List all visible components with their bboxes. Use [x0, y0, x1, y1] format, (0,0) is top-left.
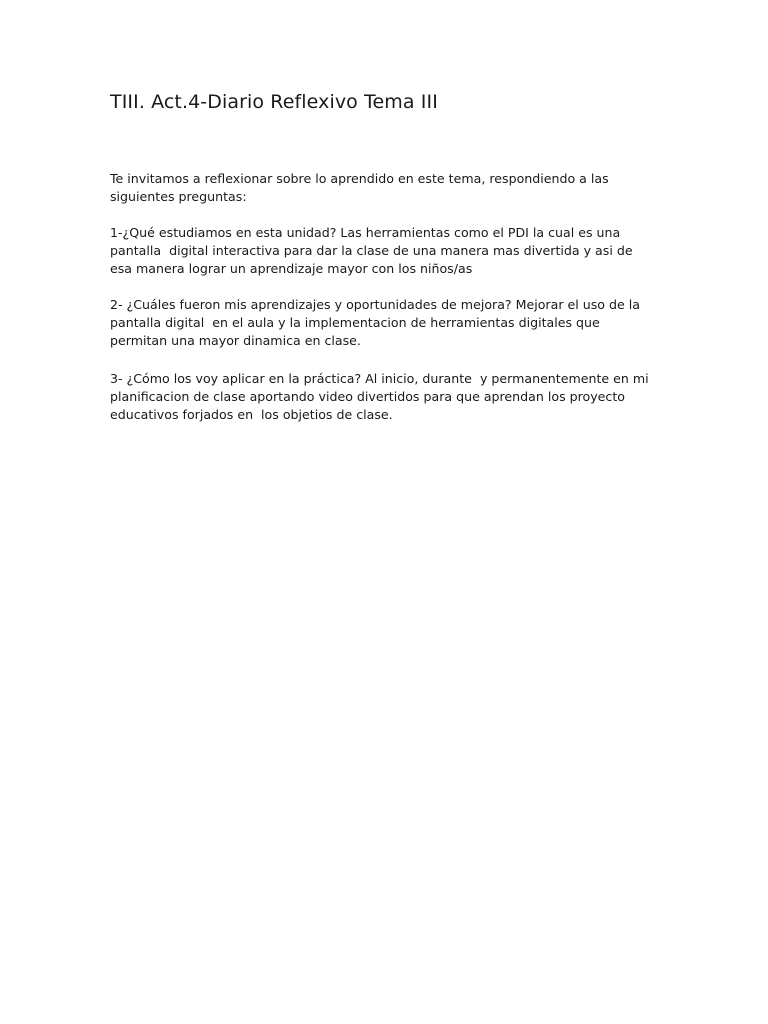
intro-paragraph: Te invitamos a reflexionar sobre lo aprendido en este tema, respondiendo a las siguientes preguntas:	[110, 171, 613, 204]
question-2-paragraph: 2- ¿Cuáles fueron mis aprendizajes y oportunidades de mejora? Mejorar el uso de la pantalla digital en el aula y la implementacion de herramientas digitales que permitan una mayor dinamica en clase.	[110, 297, 644, 348]
question-1-paragraph: 1-¿Qué estudiamos en esta unidad? Las herramientas como el PDI la cual es una pantalla digital interactiva para dar la clase de una manera mas divertida y asi de esa manera lograr un aprendizaje mayor con los niños/as	[110, 225, 637, 276]
document-title: TIII. Act.4-Diario Reflexivo Tema III	[110, 91, 438, 113]
question-3-paragraph: 3- ¿Cómo los voy aplicar en la práctica? Al inicio, durante y permanentemente en mi planificacion de clase aportando video divertidos para que aprendan los proyecto educativos forjados en los objetios de clase.	[110, 371, 653, 422]
